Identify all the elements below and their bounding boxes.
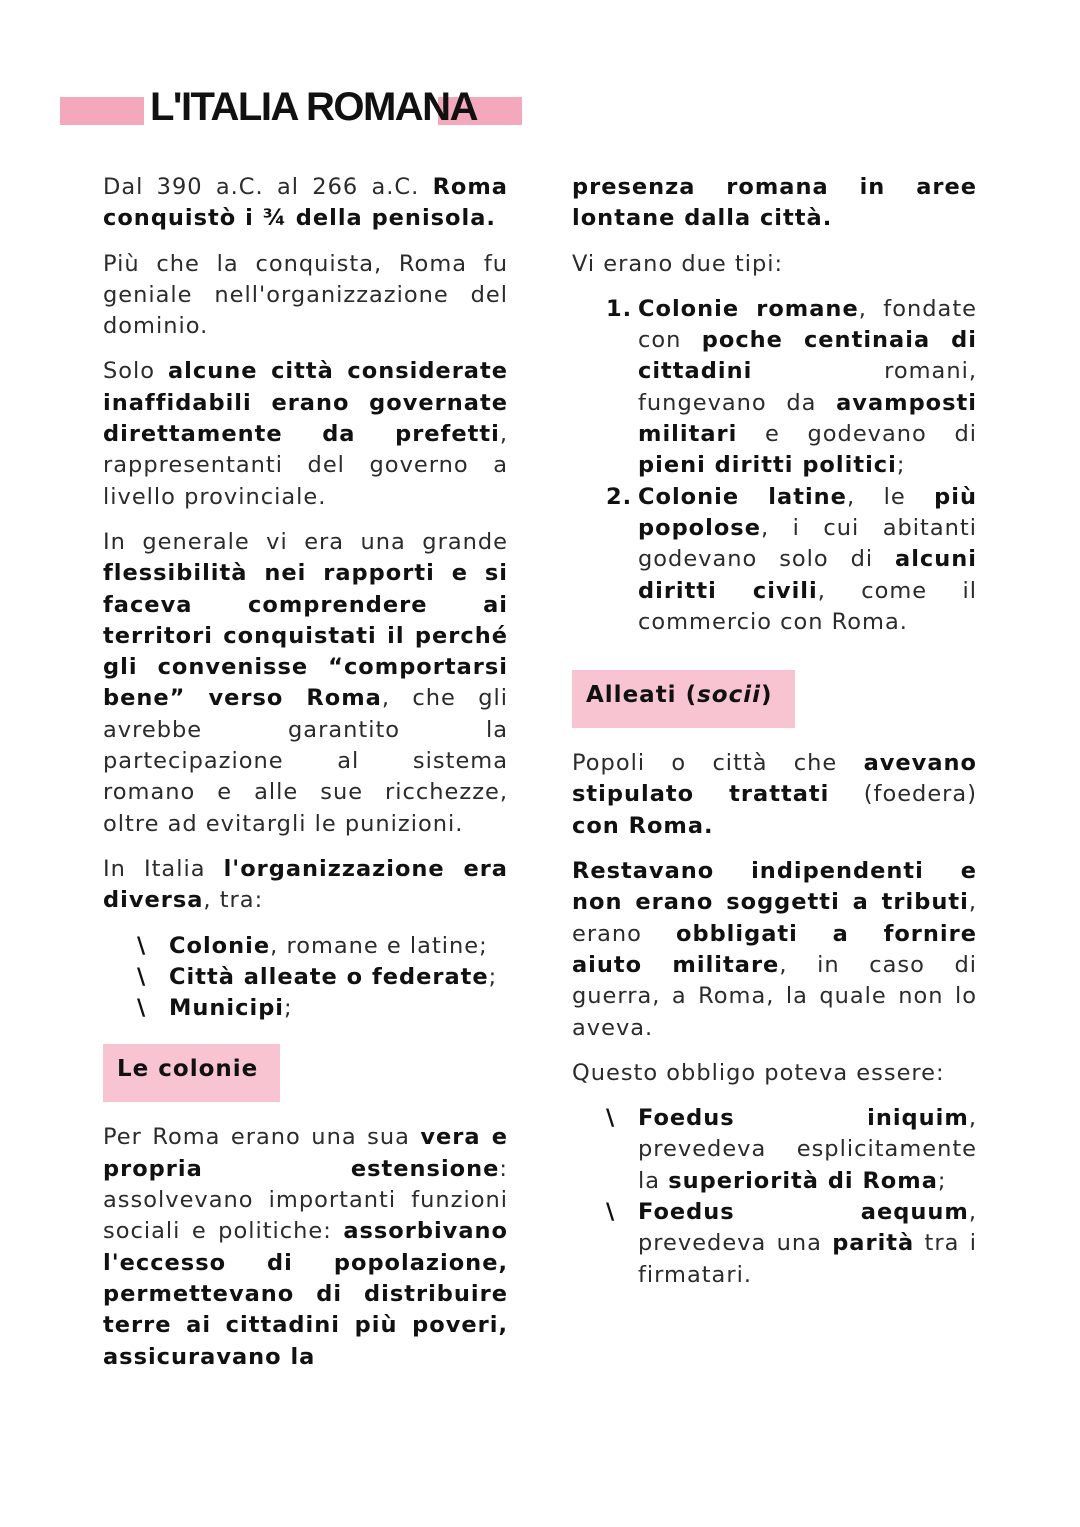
paragraph-conquest: Dal 390 a.C. al 266 a.C. Roma conquistò i ¾ della penisola.	[103, 174, 508, 232]
paragraph-independence: Restavano indipendenti e non erano soggetti a tributi, erano obbligati a fornire aiuto militare, in caso di guerra, a Roma, la quale non lo aveva.	[572, 858, 977, 1041]
right-column	[572, 172, 977, 1305]
left-column	[103, 172, 508, 1387]
title-accent-bar-left	[60, 97, 144, 125]
list-item: 1. Colonie romane, fondate con poche centinaia di cittadini romani, fungevano da avamposti militari e godevano di pieni diritti politici;	[606, 295, 977, 479]
colony-types-list	[572, 294, 977, 638]
paragraph-prefects: Solo alcune città considerate inaffidabili erano governate direttamente da prefetti, rappresentanti del governo a livello provinciale.	[103, 358, 508, 510]
list-item: \ Città alleate o federate;	[137, 963, 498, 990]
list-item: \ Colonie, romane e latine;	[137, 932, 488, 959]
section-heading-alleati: Alleati (socii)	[572, 670, 795, 728]
paragraph-flexibility: In generale vi era una grande flessibilità nei rapporti e si faceva comprendere ai territori conquistati il perché gli convenisse “comportarsi bene” verso Roma, che gli avrebbe garantito la partecipazione al sistema romano e alle sue ricchezze, oltre ad evitargli le punizioni.	[103, 528, 508, 837]
paragraph-organization: Più che la conquista, Roma fu geniale nell'organizzazione del dominio.	[103, 250, 508, 340]
list-item: \ Foedus iniquim, prevedeva esplicitamente la superiorità di Roma;	[606, 1105, 977, 1194]
paragraph-italy-organization: In Italia l'organizzazione era diversa, tra:	[103, 855, 508, 914]
page-title: L'ITALIA ROMANA	[150, 85, 477, 129]
list-item: \ Foedus aequum, prevedeva una parità tra i firmatari.	[606, 1199, 977, 1288]
paragraph-obligation: Questo obbligo poteva essere:	[572, 1059, 945, 1086]
paragraph-colonie: Per Roma erano una sua vera e propria estensione: assolvevano importanti funzioni sociali e politiche: assorbivano l'eccesso di popolazione, permettevano di distribuire terre ai cittadini più poveri, assicuravano la	[103, 1124, 508, 1370]
paragraph-presence: presenza romana in aree lontane dalla città.	[572, 174, 977, 232]
list-item: \ Municipi;	[137, 995, 293, 1022]
paragraph-allies: Popoli o città che avevano stipulato trattati (foedera) con Roma.	[572, 750, 977, 839]
section-heading-colonie: Le colonie	[103, 1044, 280, 1102]
paragraph-two-types: Vi erano due tipi:	[572, 250, 784, 277]
list-item: 2. Colonie latine, le più popolose, i cui abitanti godevano solo di alcuni diritti civili, come il commercio con Roma.	[606, 483, 978, 635]
foedus-list	[572, 1103, 977, 1291]
organization-list	[103, 931, 508, 1025]
